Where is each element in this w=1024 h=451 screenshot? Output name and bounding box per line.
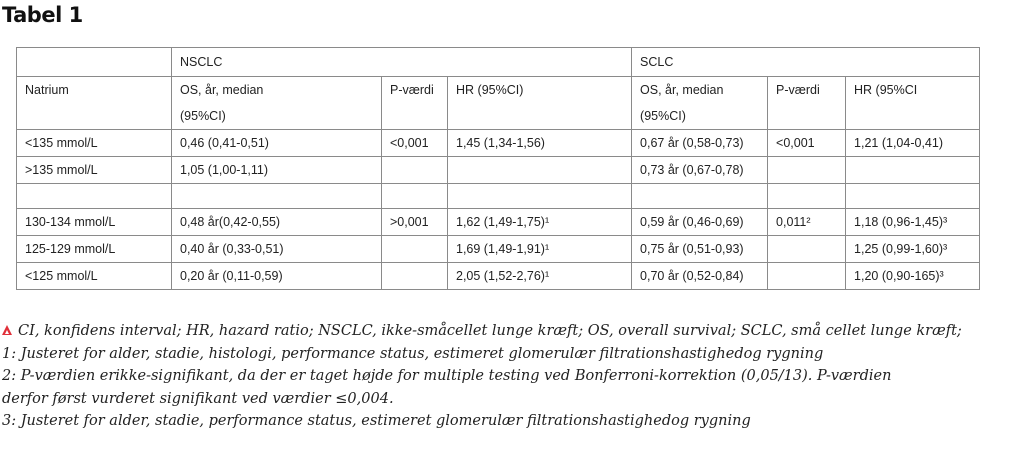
- natrium-cell: 130-134 mmol/L: [17, 209, 172, 236]
- table-row: [17, 130, 980, 157]
- sclc-hr-cell: 1,20 (0,90-165)³: [846, 263, 980, 290]
- table-row: [17, 209, 980, 236]
- natrium-cell: <135 mmol/L: [17, 130, 172, 157]
- natrium-cell: [17, 184, 172, 209]
- table-row: [17, 157, 980, 184]
- nsclc-hr-header: HR (95%CI): [448, 77, 632, 130]
- nsclc-hr-cell: [448, 184, 632, 209]
- sclc-os-cell: [632, 184, 768, 209]
- table-row: [17, 184, 980, 209]
- empty-header-cell: [17, 48, 172, 77]
- natrium-cell: <125 mmol/L: [17, 263, 172, 290]
- nsclc-os-cell: 0,48 år(0,42-0,55): [172, 209, 382, 236]
- nsclc-hr-cell: [448, 157, 632, 184]
- natrium-cell: 125-129 mmol/L: [17, 236, 172, 263]
- footnote-2-line1: 2: P-værdien erikke-signifikant, da der er taget højde for multiple testing ved Bonferroni-korrektion (0,05/13). P-værdien: [2, 368, 892, 384]
- nsclc-os-cell: 0,46 (0,41-0,51): [172, 130, 382, 157]
- sclc-hr-cell: [846, 157, 980, 184]
- nsclc-hr-cell: 1,45 (1,34-1,56): [448, 130, 632, 157]
- nsclc-os-cell: 0,20 år (0,11-0,59): [172, 263, 382, 290]
- nsclc-p-cell: >0,001: [382, 209, 448, 236]
- nsclc-p-cell: [382, 236, 448, 263]
- sclc-p-cell: [768, 157, 846, 184]
- nsclc-p-cell: [382, 263, 448, 290]
- nsclc-p-header: P-værdi: [382, 77, 448, 130]
- footnotes: [2, 320, 1012, 433]
- results-table: [16, 47, 980, 290]
- sclc-p-cell: 0,011²: [768, 209, 846, 236]
- nsclc-p-cell: <0,001: [382, 130, 448, 157]
- table-row: [17, 236, 980, 263]
- nsclc-hr-cell: 2,05 (1,52-2,76)¹: [448, 263, 632, 290]
- sclc-os-cell: 0,67 år (0,58-0,73): [632, 130, 768, 157]
- nsclc-os-header-line2: (95%CI): [180, 109, 226, 123]
- sclc-hr-cell: 1,25 (0,99-1,60)³: [846, 236, 980, 263]
- nsclc-os-cell: 0,40 år (0,33-0,51): [172, 236, 382, 263]
- column-header-row: [17, 77, 980, 130]
- sclc-p-cell: <0,001: [768, 130, 846, 157]
- nsclc-p-cell: [382, 157, 448, 184]
- sclc-os-cell: 0,75 år (0,51-0,93): [632, 236, 768, 263]
- sclc-os-cell: 0,59 år (0,46-0,69): [632, 209, 768, 236]
- footnote-2-line2: derfor først vurderet signifikant ved værdier ≤0,004.: [2, 390, 394, 407]
- sclc-group-header: SCLC: [632, 48, 980, 77]
- nsclc-os-cell: 1,05 (1,00-1,11): [172, 157, 382, 184]
- footnote-abbreviations: [2, 320, 1012, 343]
- nsclc-os-header: [172, 77, 382, 130]
- natrium-header: Natrium: [17, 77, 172, 130]
- sclc-os-cell: 0,73 år (0,67-0,78): [632, 157, 768, 184]
- sclc-p-cell: [768, 184, 846, 209]
- sclc-os-header-line2: (95%CI): [640, 109, 686, 123]
- sclc-hr-cell: [846, 184, 980, 209]
- footnote-3: 3: Justeret for alder, stadie, performance status, estimeret glomerulær filtrationshastighedog rygning: [2, 413, 751, 429]
- sclc-os-header-line1: OS, år, median: [640, 83, 724, 97]
- nsclc-group-header: NSCLC: [172, 48, 632, 77]
- sclc-os-header: [632, 77, 768, 130]
- nsclc-p-cell: [382, 184, 448, 209]
- nsclc-os-header-line1: OS, år, median: [180, 83, 264, 97]
- sclc-os-cell: 0,70 år (0,52-0,84): [632, 263, 768, 290]
- sclc-hr-header: HR (95%CI: [846, 77, 980, 130]
- nsclc-hr-cell: 1,69 (1,49-1,91)¹: [448, 236, 632, 263]
- group-header-row: [17, 48, 980, 77]
- sclc-p-cell: [768, 263, 846, 290]
- sclc-hr-cell: 1,18 (0,96-1,45)³: [846, 209, 980, 236]
- red-triangle-icon: [2, 325, 12, 335]
- sclc-p-cell: [768, 236, 846, 263]
- nsclc-hr-cell: 1,62 (1,49-1,75)¹: [448, 209, 632, 236]
- sclc-hr-cell: 1,21 (1,04-0,41): [846, 130, 980, 157]
- natrium-cell: >135 mmol/L: [17, 157, 172, 184]
- sclc-p-header: P-værdi: [768, 77, 846, 130]
- footnote-1: 1: Justeret for alder, stadie, histologi, performance status, estimeret glomerulær filtrationshastighedog rygning: [2, 345, 824, 362]
- table-title: Tabel 1: [2, 3, 83, 27]
- nsclc-os-cell: [172, 184, 382, 209]
- footnote-abbreviations-text: CI, konfidens interval; HR, hazard ratio; NSCLC, ikke-småcellet lunge kræft; OS, overall survival; SCLC, små cellet lunge kræft;: [18, 323, 962, 339]
- table-row: [17, 263, 980, 290]
